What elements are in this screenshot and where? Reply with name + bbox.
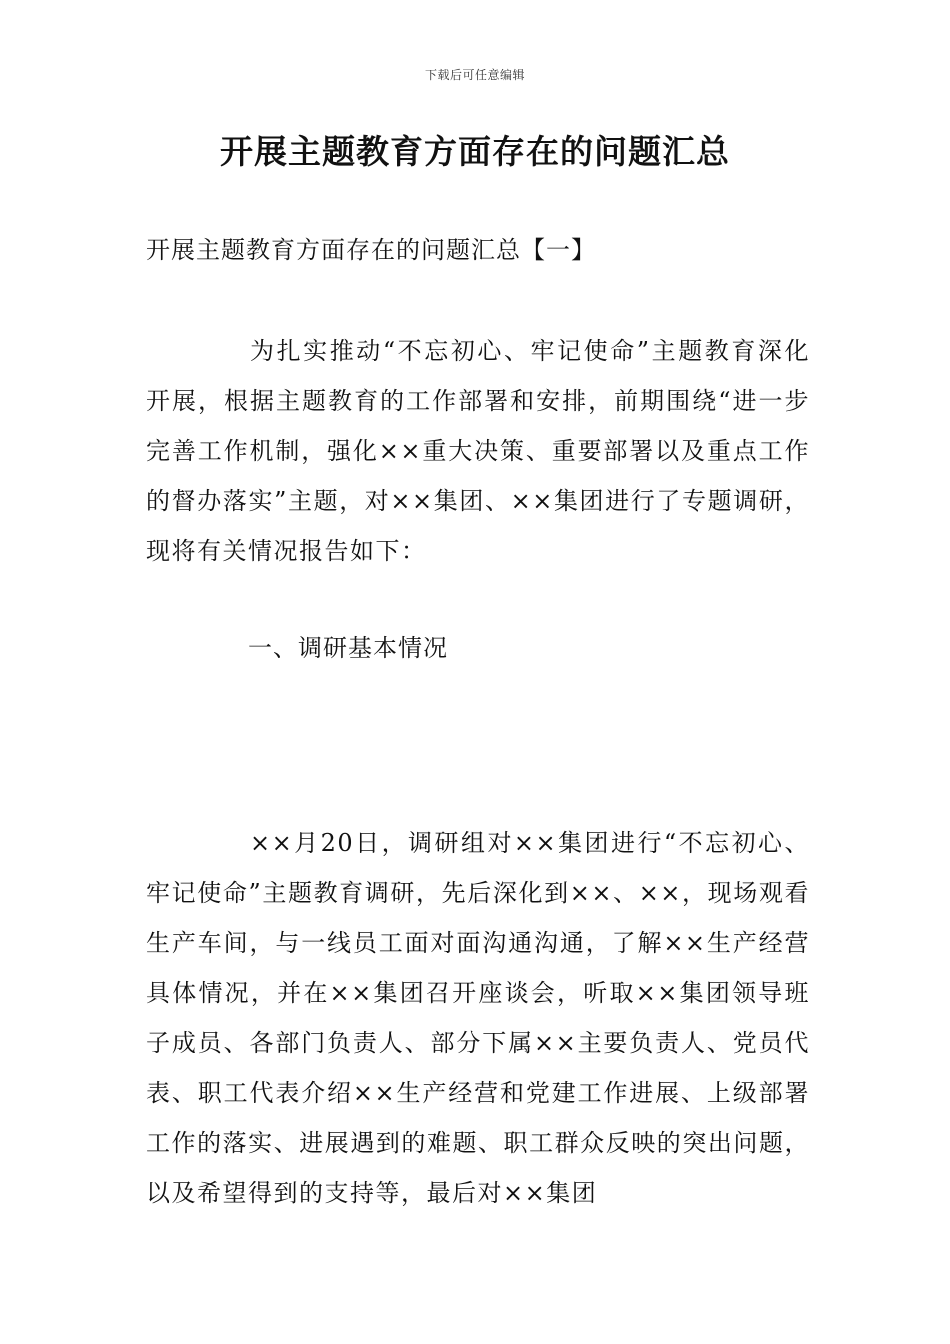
section-body-paragraph: ××月20日，调研组对××集团进行“不忘初心、牢记使命”主题教育调研，先后深化到××、××，现场观看生产车间，与一线员工面对面沟通沟通，了解××生产经营具体情况，并在××集团召开座谈会，听取××集团领导班子成员、各部门负责人、部分下属××主要负责人、党员代表、职工代表介绍××生产经营和党建工作进展、上级部署工作的落实、进展遇到的难题、职工群众反映的突出问题，以及希望得到的支持等，最后对××集团 [146, 829, 810, 1207]
header-note: 下载后可任意编辑 [424, 68, 525, 82]
document-title: 开展主题教育方面存在的问题汇总 [220, 132, 730, 171]
document-subtitle: 开展主题教育方面存在的问题汇总【一】 [146, 236, 596, 264]
section-heading: 一、调研基本情况 [248, 634, 448, 662]
intro-paragraph: 为扎实推动“不忘初心、牢记使命”主题教育深化开展，根据主题教育的工作部署和安排，前期围绕“进一步完善工作机制，强化××重大决策、重要部署以及重点工作的督办落实”主题，对××集团、××集团进行了专题调研，现将有关情况报告如下： [146, 337, 810, 565]
